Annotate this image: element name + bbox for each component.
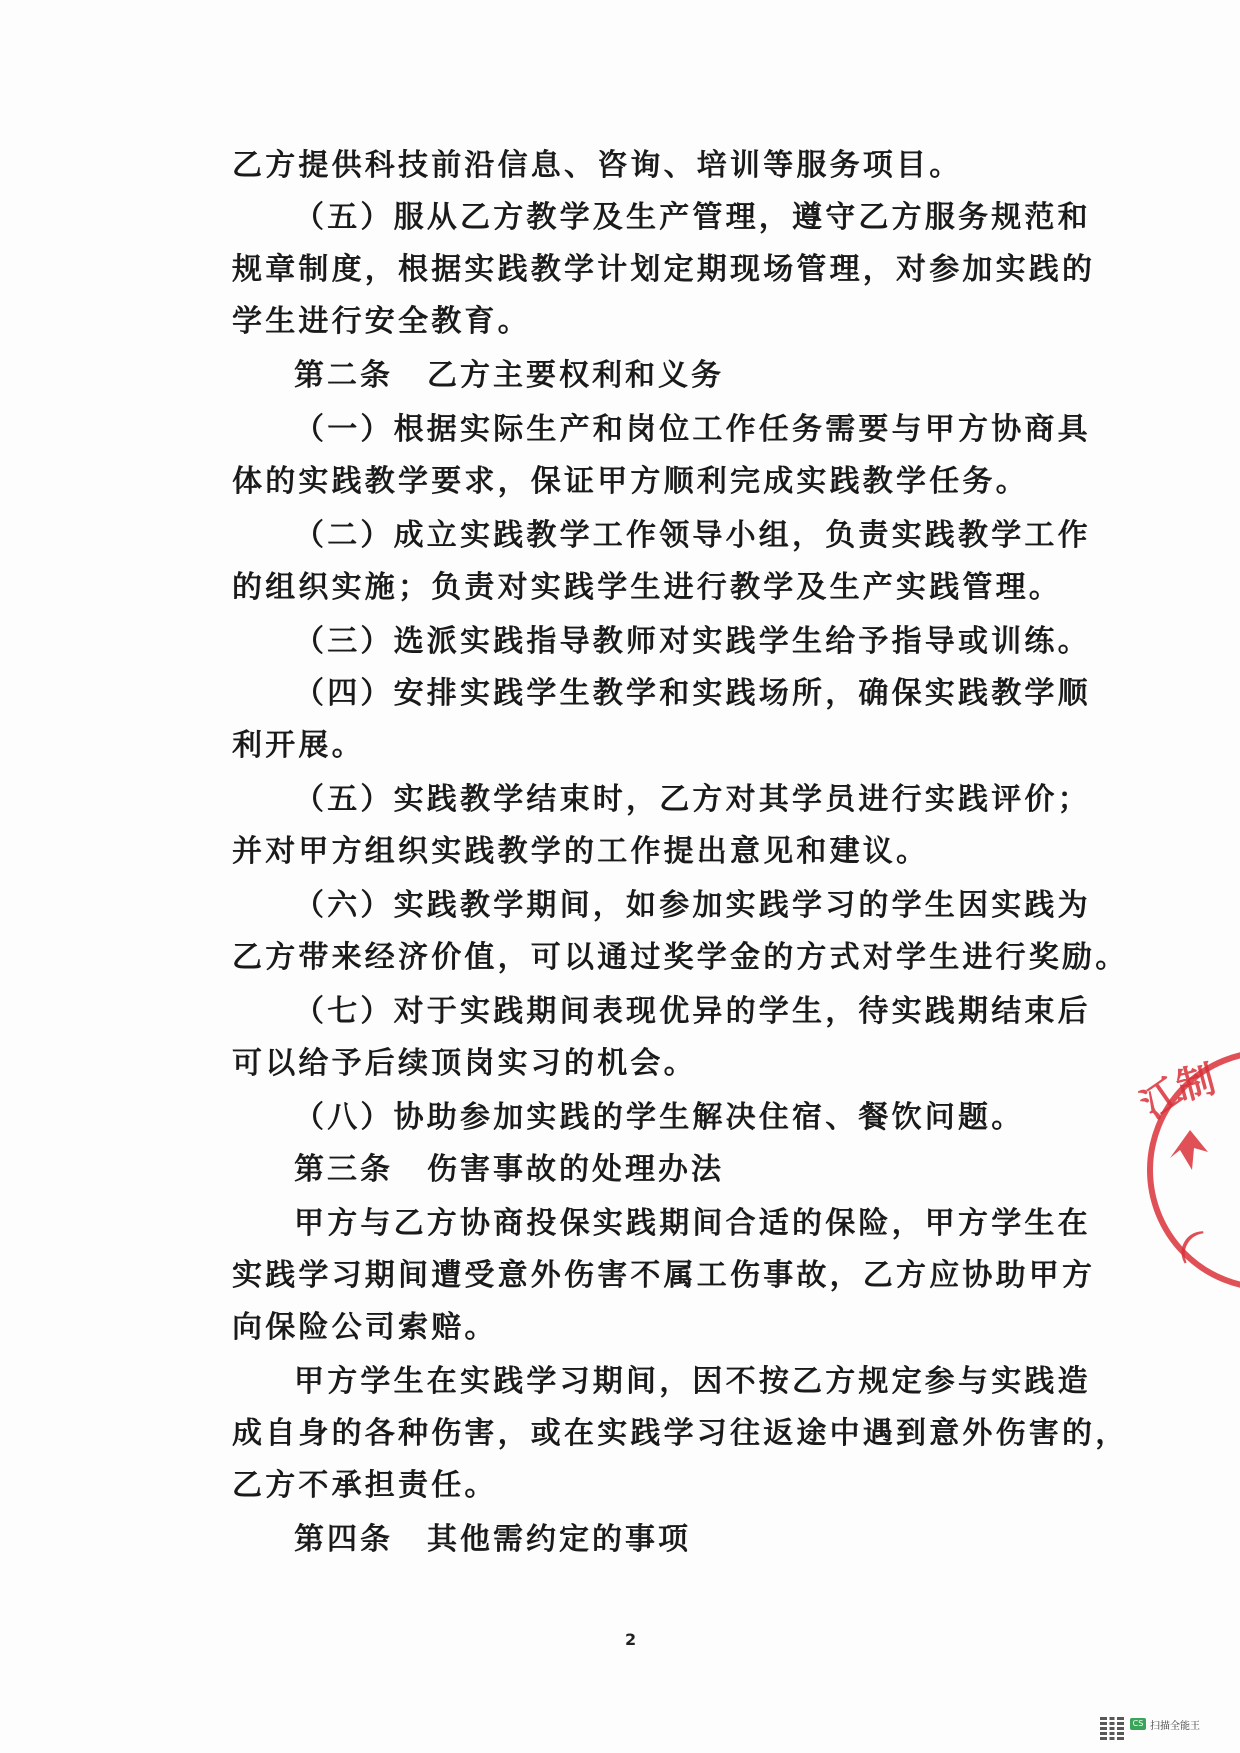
article-number: 第四条	[294, 1522, 393, 1557]
text-line: 实践学习期间遭受意外伤害不属工伤事故，乙方应协助甲方	[232, 1258, 1096, 1293]
article-heading	[294, 356, 724, 396]
qr-code-icon	[1100, 1716, 1124, 1740]
text-line: 的组织实施；负责对实践学生进行教学及生产实践管理。	[232, 570, 1062, 605]
text-line: 乙方提供科技前沿信息、咨询、培训等服务项目。	[232, 148, 963, 183]
text-line: （二）成立实践教学工作领导小组，负责实践教学工作	[294, 518, 1091, 553]
article-number: 第三条	[294, 1152, 393, 1187]
article-heading	[294, 1150, 724, 1190]
article-title: 伤害事故的处理办法	[427, 1152, 724, 1187]
article-title: 乙方主要权利和义务	[427, 358, 724, 393]
seal-char: （	[1151, 1211, 1207, 1270]
text-line: 甲方与乙方协商投保实践期间合适的保险，甲方学生在	[294, 1206, 1091, 1241]
text-line: （五）实践教学结束时，乙方对其学员进行实践评价；	[294, 782, 1091, 817]
seal-char: 制	[1171, 1056, 1220, 1110]
text-line: 乙方不承担责任。	[232, 1468, 498, 1503]
text-line: 甲方学生在实践学习期间，因不按乙方规定参与实践造	[294, 1364, 1091, 1399]
scanner-watermark	[1100, 1716, 1230, 1744]
watermark-logo: CS	[1130, 1718, 1146, 1730]
official-seal	[1118, 1040, 1240, 1300]
text-line: 利开展。	[232, 728, 365, 763]
text-line: 可以给予后续顶岗实习的机会。	[232, 1046, 697, 1081]
article-number: 第二条	[294, 358, 393, 393]
text-line: （四）安排实践学生教学和实践场所，确保实践教学顺	[294, 676, 1091, 711]
text-line: （七）对于实践期间表现优异的学生，待实践期结束后	[294, 994, 1091, 1029]
text-line: 向保险公司索赔。	[232, 1310, 498, 1345]
text-line: （八）协助参加实践的学生解决住宿、餐饮问题。	[294, 1100, 1025, 1135]
watermark-name: 扫描全能王	[1150, 1721, 1200, 1732]
text-line: 规章制度，根据实践教学计划定期现场管理，对参加实践的	[232, 252, 1096, 287]
text-line: 乙方带来经济价值，可以通过奖学金的方式对学生进行奖励。	[232, 940, 1129, 975]
page-number: 2	[625, 1630, 637, 1649]
text-line: 体的实践教学要求，保证甲方顺利完成实践教学任务。	[232, 464, 1029, 499]
text-line: 并对甲方组织实践教学的工作提出意见和建议。	[232, 834, 930, 869]
article-title: 其他需约定的事项	[427, 1522, 691, 1557]
seal-char: 江	[1132, 1069, 1190, 1128]
text-line: （三）选派实践指导教师对实践学生给予指导或训练。	[294, 624, 1091, 659]
text-line: （一）根据实际生产和岗位工作任务需要与甲方协商具	[294, 412, 1091, 447]
article-heading	[294, 1520, 691, 1560]
text-line: 成自身的各种伤害，或在实践学习往返途中遇到意外伤害的，	[232, 1416, 1129, 1451]
text-line: （六）实践教学期间，如参加实践学习的学生因实践为	[294, 888, 1091, 923]
text-line: （五）服从乙方教学及生产管理，遵守乙方服务规范和	[294, 200, 1091, 235]
text-line: 学生进行安全教育。	[232, 304, 531, 339]
